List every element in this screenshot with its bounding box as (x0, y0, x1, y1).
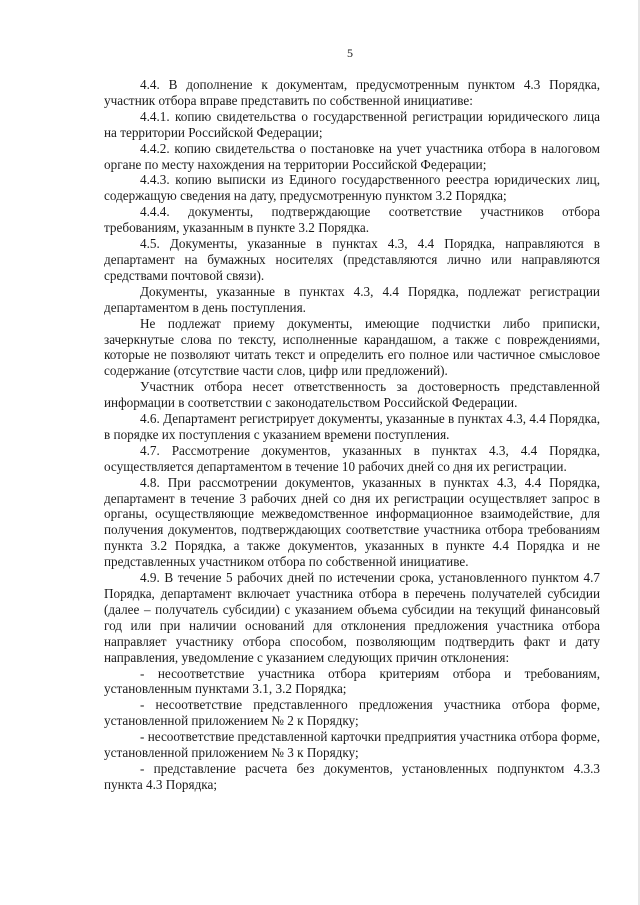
paragraph-4-4-2: 4.4.2. копию свидетельства о постановке на учет участника отбора в налоговом органе по месту нахождения на территории Российской Федерации; (104, 140, 600, 172)
rejection-reason-criteria: - несоответствие участника отбора критериям отбора и требованиям, установленным пунктами 3.1, 3.2 Порядка; (104, 665, 600, 697)
document-body (104, 77, 600, 793)
paragraph-4-8: 4.8. При рассмотрении документов, указанных в пунктах 4.3, 4.4 Порядка, департамент в течение 3 рабочих дней со дня их регистрации осуществляет запрос в органы, осуществляющие межведомственное информационное взаимодействие, для получения документов, подтверждающих соответствие участника отбора требованиям пункта 3.2 Порядка, а также документов, указанных в пункте 4.4 Порядка и не представленных участником отбора по собственной инициативе. (104, 474, 600, 570)
paragraph-4-4-4: 4.4.4. документы, подтверждающие соответствие участников отбора требованиям, указанным в пункте 3.2 Порядка. (104, 204, 600, 236)
paragraph-4-5: 4.5. Документы, указанные в пунктах 4.3, 4.4 Порядка, направляются в департамент на бумажных носителях (представляются лично или направляются средствами почтовой связи). (104, 236, 600, 283)
rejection-reason-card-form: - несоответствие представленной карточки предприятия участника отбора форме, установленной приложением № 3 к Порядку; (104, 729, 600, 761)
paragraph-4-6: 4.6. Департамент регистрирует документы, указанные в пунктах 4.3, 4.4 Порядка, в порядке их поступления с указанием времени поступления. (104, 411, 600, 442)
paragraph-not-accepted: Не подлежат приему документы, имеющие подчистки либо приписки, зачеркнутые слова по тексту, исполненные карандашом, а также с повреждениями, которые не позволяют читать текст и определить его полное или частичное смысловое содержание (отсутствие части слов, цифр или предложений). (104, 315, 600, 379)
paragraph-registration: Документы, указанные в пунктах 4.3, 4.4 Порядка, подлежат регистрации департаментом в день поступления. (104, 283, 600, 315)
paragraph-4-9: 4.9. В течение 5 рабочих дней по истечении срока, установленного пунктом 4.7 Порядка, департамент включает участника отбора в перечень получателей субсидии (далее – получатель субсидии) с указанием объема субсидии на текущий финансовый год или при наличии оснований для отклонения предложения участника отбора направляет участнику отбора способом, позволяющим подтвердить факт и дату направления, уведомление с указанием следующих причин отклонения: (104, 570, 600, 665)
paragraph-4-7: 4.7. Рассмотрение документов, указанных в пунктах 4.3, 4.4 Порядка, осуществляется департаментом в течение 10 рабочих дней со дня их регистрации. (104, 442, 600, 474)
paragraph-4-4-3: 4.4.3. копию выписки из Единого государственного реестра юридических лиц, содержащую сведения на дату, предусмотренную пунктом 3.2 Порядка; (104, 172, 600, 204)
page-number: 5 (347, 46, 353, 60)
paragraph-4-4: 4.4. В дополнение к документам, предусмотренным пунктом 4.3 Порядка, участник отбора вправе представить по собственной инициативе: (104, 77, 600, 108)
rejection-reason-proposal-form: - несоответствие представленного предложения участника отбора форме, установленной приложением № 2 к Порядку; (104, 697, 600, 729)
paragraph-4-4-1: 4.4.1. копию свидетельства о государственной регистрации юридического лица на территории Российской Федерации; (104, 108, 600, 140)
rejection-reason-calculation: - представление расчета без документов, установленных подпунктом 4.3.3 пункта 4.3 Порядка; (104, 760, 600, 792)
paragraph-responsibility: Участник отбора несет ответственность за достоверность представленной информации в соответствии с законодательством Российской Федерации. (104, 379, 600, 411)
